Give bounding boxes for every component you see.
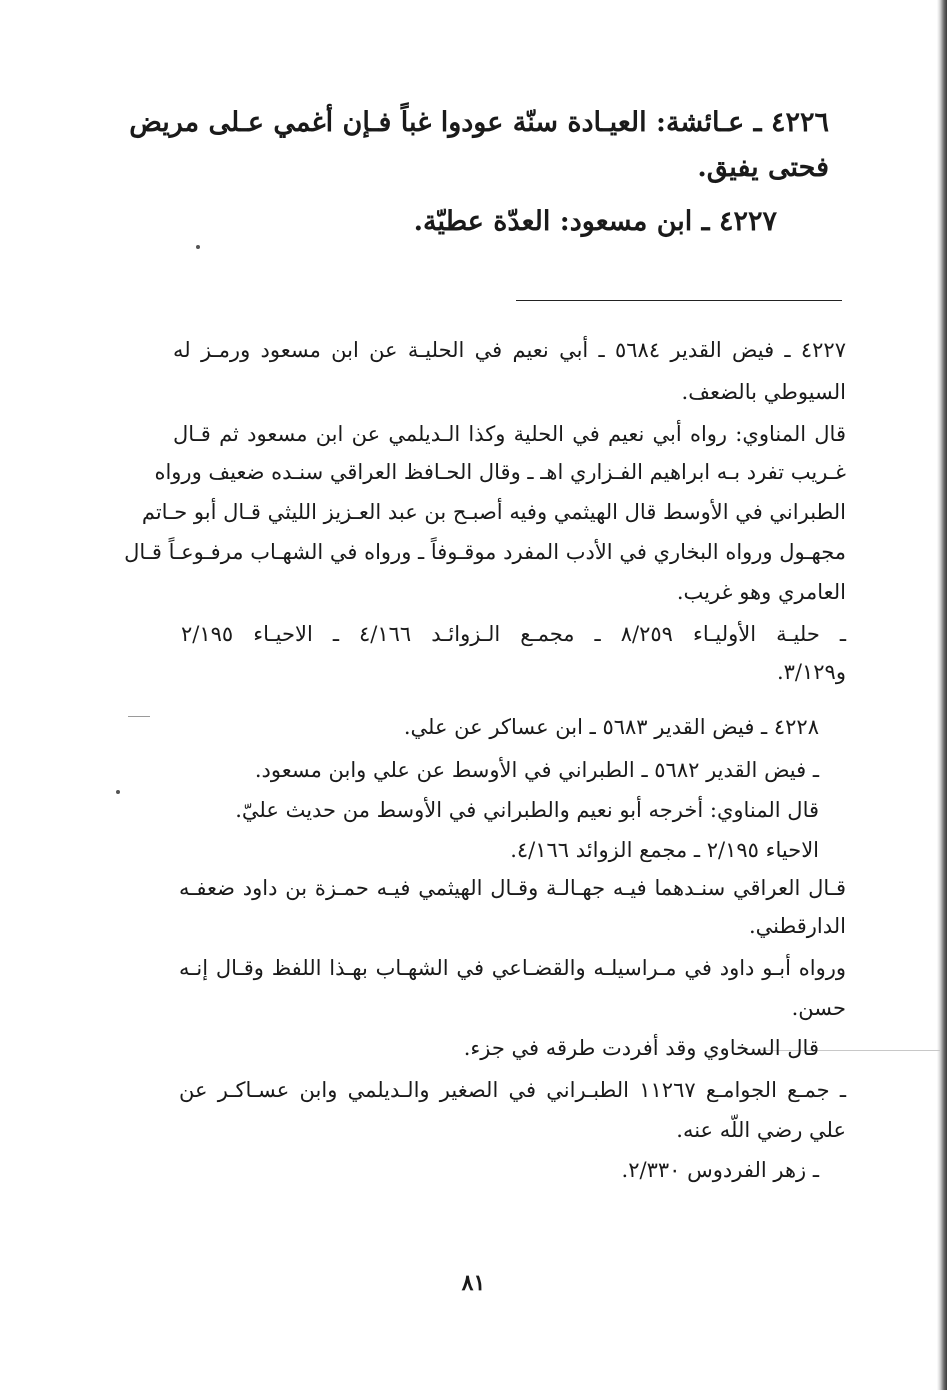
ihya: الاحياء ٢/١٩٥ ـ مجمع الزوائد ٤/١٦٦. xyxy=(510,838,819,862)
note-4227-line-1: ٤٢٢٧ ـ فيض القدير ٥٦٨٤ ـ أبي نعيم في الحليـة عن ابن مسعود ورمـز له xyxy=(173,338,846,362)
munawi-1-line-2: غـريب تفرد بـه ابراهيم الفـزاري اهـ ـ وقال الحـافظ العراقي سنـده ضعيف ورواه xyxy=(154,460,846,484)
entry-4227: ٤٢٢٧ ـ ابن مسعود: العدّة عطيّة. xyxy=(413,206,777,237)
note-4227-line-2: السيوطي بالضعف. xyxy=(681,380,846,404)
page-number: ٨١ xyxy=(461,1270,486,1296)
munawi-2: قال المناوي: أخرجه أبو نعيم والطبراني في الأوسط من حديث عليّ. xyxy=(235,798,819,822)
binding-edge xyxy=(937,0,947,1390)
munawi-1-line-1: قال المناوي: رواه أبي نعيم في الحلية وكذا الـديلمي عن ابن مسعود ثم قـال xyxy=(173,422,846,446)
footnote-separator xyxy=(516,300,842,301)
ink-speck xyxy=(116,790,120,794)
jami-line-2: علي رضي اللّه عنه. xyxy=(676,1118,846,1142)
hilya-line-1: ـ حليـة الأوليـاء ٨/٢٥٩ ـ مجمـع الـزوائـد ٤/١٦٦ ـ الاحيـاء ٢/١٩٥ xyxy=(181,622,846,646)
zahr-firdaws: ـ زهر الفردوس ٢/٣٣٠. xyxy=(621,1158,819,1182)
munawi-1-line-5: العامري وهو غريب. xyxy=(676,580,846,604)
sakhawi: قال السخاوي وقد أفردت طرقه في جزء. xyxy=(463,1036,819,1060)
note-4228: ٤٢٢٨ ـ فيض القدير ٥٦٨٣ ـ ابن عساكر عن علي. xyxy=(403,715,819,739)
hilya-line-2: و٣/١٢٩. xyxy=(776,660,846,684)
entry-4226-line-2: فحتى يفيق. xyxy=(697,152,829,183)
faid-5682: ـ فيض القدير ٥٦٨٢ ـ الطبراني في الأوسط عن علي وابن مسعود. xyxy=(254,758,819,782)
ink-speck xyxy=(196,245,200,249)
abu-dawud-line-1: ورواه أبـو داود في مـراسيلـه والقضـاعي في الشهـاب بهـذا اللفظ وقـال إنـه xyxy=(179,956,846,980)
iraqi-line-1: قـال العراقي سنـدهما فيـه جهـالـة وقـال الهيثمي فيـه حمـزة بن داود ضعفـه xyxy=(179,876,846,900)
jami-line-1: ـ جمـع الجوامـع ١١٢٦٧ الطبـراني في الصغير والـديلمي وابن عسـاكـر عن xyxy=(179,1078,846,1102)
iraqi-line-2: الدارقطني. xyxy=(748,914,846,938)
munawi-1-line-4: مجهـول ورواه البخاري في الأدب المفرد موقـوفاً ـ ورواه في الشهـاب مرفـوعـاً قـال xyxy=(124,540,846,564)
munawi-1-line-3: الطبراني في الأوسط قال الهيثمي وفيه أصبـح بن عبد العـزيز الليثي قـال أبو حـاتم xyxy=(141,500,846,524)
entry-4226-line-1: ٤٢٢٦ ـ عـائشة: العيـادة سنّة عودوا غباً فـإن أغمي عـلى مريض xyxy=(129,107,829,138)
scan-smudge xyxy=(128,716,150,717)
abu-dawud-line-2: حسن. xyxy=(791,996,846,1020)
